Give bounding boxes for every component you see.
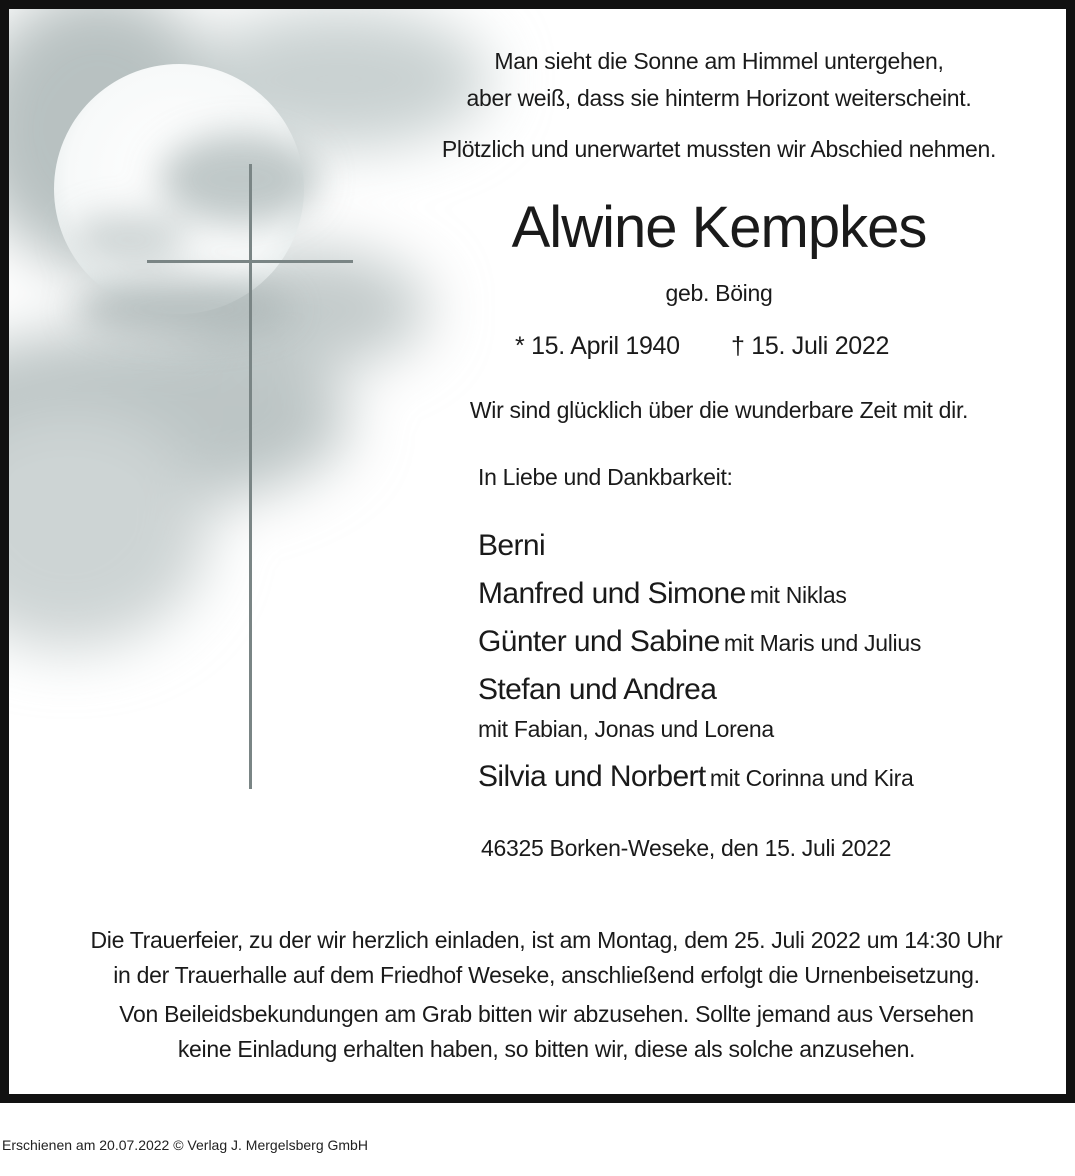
- family-member-name: Silvia und Norbert: [478, 760, 706, 793]
- poem-line-1: Man sieht die Sonne am Himmel untergehen,: [494, 48, 944, 74]
- funeral-line-1: Die Trauerfeier, zu der wir herzlich einladen, ist am Montag, dem 25. Juli 2022 um 14:30 Uhr: [90, 927, 1003, 953]
- family-member: [478, 577, 847, 611]
- family-member-name: Günter und Sabine: [478, 625, 720, 658]
- family-member-children: mit Niklas: [749, 582, 847, 608]
- family-heading: In Liebe und Dankbarkeit:: [478, 464, 733, 490]
- family-member-children: mit Maris und Julius: [723, 630, 922, 656]
- family-member-children: [478, 716, 774, 743]
- family-member: [478, 625, 921, 659]
- family-member-children: mit Fabian, Jonas und Lorena: [478, 716, 774, 742]
- family-member: [478, 673, 716, 707]
- place-date: 46325 Borken-Weseke, den 15. Juli 2022: [481, 835, 892, 861]
- funeral-line-3: Von Beileidsbekundungen am Grab bitten wir abzusehen. Sollte jemand aus Versehen: [119, 1001, 974, 1027]
- publication-credit: Erschienen am 20.07.2022 © Verlag J. Mergelsberg GmbH: [2, 1137, 368, 1153]
- maiden-name: geb. Böing: [665, 280, 773, 306]
- family-member-name: Manfred und Simone: [478, 577, 746, 610]
- intro-text: Plötzlich und unerwartet mussten wir Abschied nehmen.: [441, 136, 997, 162]
- deceased-name: Alwine Kempkes: [511, 195, 927, 260]
- funeral-line-4: keine Einladung erhalten haben, so bitten wir, diese als solche anzusehen.: [177, 1036, 916, 1062]
- funeral-line-2: in der Trauerhalle auf dem Friedhof Weseke, anschließend erfolgt die Urnenbeisetzung.: [113, 962, 980, 988]
- family-member-name: Berni: [478, 529, 546, 562]
- family-member: [478, 529, 545, 563]
- family-member: [478, 760, 913, 794]
- death-date: † 15. Juli 2022: [731, 332, 890, 360]
- gratitude-text: Wir sind glücklich über die wunderbare Zeit mit dir.: [469, 397, 969, 423]
- family-member-name: Stefan und Andrea: [478, 673, 717, 706]
- family-member-children: mit Corinna und Kira: [709, 765, 914, 791]
- birth-date: * 15. April 1940: [515, 332, 680, 360]
- poem-line-2: aber weiß, dass sie hinterm Horizont weiterscheint.: [466, 85, 972, 111]
